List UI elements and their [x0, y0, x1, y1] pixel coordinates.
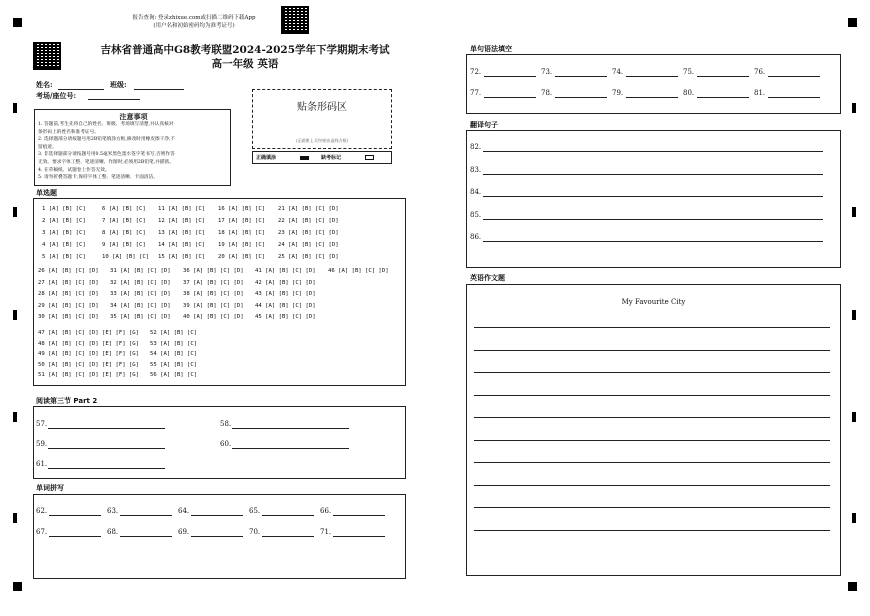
- mcq-option-row[interactable]: 13 [A] [B] [C]: [158, 230, 206, 236]
- writing-line[interactable]: [474, 440, 830, 441]
- mcq-option-row[interactable]: 46 [A] [B] [C] [D]: [328, 268, 389, 274]
- class-field[interactable]: [134, 89, 184, 90]
- mcq-option-row[interactable]: 2 [A] [B] [C]: [42, 218, 86, 224]
- answer-label: 57.: [36, 420, 48, 428]
- corner-mark: [13, 18, 22, 27]
- writing-line[interactable]: [474, 485, 830, 486]
- mcq-option-row[interactable]: 52 [A] [B] [C]: [150, 330, 198, 336]
- answer-label: 69.: [178, 528, 190, 536]
- mcq-option-row[interactable]: 53 [A] [B] [C]: [150, 340, 198, 347]
- answer-label: 61.: [36, 460, 48, 468]
- answer-line[interactable]: [697, 76, 749, 77]
- answer-label: 63.: [107, 507, 119, 515]
- mcq-option-row[interactable]: 17 [A] [B] [C]: [218, 218, 266, 224]
- mcq-option-row[interactable]: 35 [A] [B] [C] [D]: [110, 314, 171, 320]
- answer-label: 72.: [470, 68, 482, 76]
- timing-mark: [13, 513, 17, 523]
- timing-mark: [13, 310, 17, 320]
- answer-line[interactable]: [191, 515, 243, 516]
- answer-line[interactable]: [262, 515, 314, 516]
- mcq-option-row[interactable]: 11 [A] [B] [C]: [158, 206, 206, 212]
- answer-label: 58.: [220, 420, 232, 428]
- answer-label: 70.: [249, 528, 261, 536]
- timing-mark: [852, 310, 856, 320]
- mcq-option-row[interactable]: 10 [A] [B] [C]: [102, 254, 150, 260]
- writing-topic: My Favourite City: [621, 298, 686, 306]
- exam-title: 吉林省普通高中G8教考联盟2024-2025学年下学期期末考试: [100, 44, 390, 56]
- answer-label: 64.: [178, 507, 190, 515]
- answer-label: 59.: [36, 440, 48, 448]
- mcq-option-row[interactable]: 20 [A] [B] [C]: [218, 254, 266, 260]
- mcq-option-row[interactable]: 7 [A] [B] [C]: [102, 218, 146, 224]
- mcq-option-row[interactable]: 27 [A] [B] [C] [D]: [38, 279, 99, 286]
- answer-label: 85.: [470, 210, 482, 219]
- answer-label: 68.: [107, 528, 119, 536]
- mcq-option-row[interactable]: 44 [A] [B] [C] [D]: [255, 302, 316, 309]
- absent-mark-box[interactable]: [365, 155, 374, 160]
- answer-line[interactable]: [483, 151, 823, 152]
- mcq-option-row[interactable]: 43 [A] [B] [C] [D]: [255, 291, 316, 297]
- mcq-option-row[interactable]: 19 [A] [B] [C]: [218, 242, 266, 248]
- answer-line[interactable]: [333, 515, 385, 516]
- writing-line[interactable]: [474, 395, 830, 396]
- mcq-option-row[interactable]: 41 [A] [B] [C] [D]: [255, 268, 316, 274]
- answer-label: 65.: [249, 507, 261, 515]
- mcq-option-row[interactable]: 5 [A] [B] [C]: [42, 254, 86, 260]
- barcode-area: 贴条形码区 (正面朝上,切勿贴出虚线方框): [252, 89, 392, 149]
- answer-line[interactable]: [626, 76, 678, 77]
- answer-line[interactable]: [483, 219, 823, 220]
- mcq-option-row[interactable]: 16 [A] [B] [C]: [218, 206, 266, 212]
- notice-list: 1. 答题前,考生先将自己的姓名、班级、考场填写清楚,并认真核对 条形码上的姓名和准考证号。 2. 选择题部分请按题号用2B铅笔填涂方框,修改时用橡皮擦干净,不 留痕迹。 3. 非选择题部分请按题号用0.5毫米黑色墨水签字笔书写,否则作答 无效。要求字体工整、笔迹清晰。作图时,必须用2B铅笔,并描浓。 4. 在草稿纸、试题卷上作答无效。 5. 请勿折叠答题卡,保持字体工整、笔迹清晰、卡面清洁。: [38, 122, 176, 181]
- answer-label: 86.: [470, 233, 482, 241]
- mcq-option-row[interactable]: 48 [A] [B] [C] [D] [E] [F] [G]: [38, 340, 140, 347]
- answer-line[interactable]: [232, 448, 349, 449]
- writing-line[interactable]: [474, 507, 830, 508]
- timing-mark: [852, 412, 856, 422]
- timing-mark: [852, 103, 856, 113]
- answer-line[interactable]: [484, 97, 536, 98]
- mcq-option-row[interactable]: 4 [A] [B] [C]: [42, 242, 86, 248]
- mcq-option-row[interactable]: 23 [A] [B] [C] [D]: [278, 230, 339, 236]
- mcq-option-row[interactable]: 26 [A] [B] [C] [D]: [38, 268, 99, 274]
- answer-label: 66.: [320, 507, 332, 515]
- answer-label: 77.: [470, 89, 482, 97]
- answer-line[interactable]: [48, 428, 165, 429]
- room-seat-label: 考场/座位号:: [36, 91, 77, 100]
- mcq-section-title: 单选题: [36, 189, 57, 197]
- answer-line[interactable]: [555, 76, 607, 77]
- grammar-section-title: 单句语法填空: [470, 45, 512, 53]
- corner-mark: [848, 18, 857, 27]
- answer-line[interactable]: [232, 428, 349, 429]
- writing-line[interactable]: [474, 462, 830, 463]
- mcq-option-row[interactable]: 15 [A] [B] [C]: [158, 254, 206, 260]
- answer-line[interactable]: [262, 536, 314, 537]
- grammar-box: [466, 54, 841, 114]
- exam-subtitle: 高一年级 英语: [211, 58, 279, 70]
- answer-line[interactable]: [120, 536, 172, 537]
- mcq-option-row[interactable]: 3 [A] [B] [C]: [42, 230, 86, 236]
- answer-line[interactable]: [191, 536, 243, 537]
- mcq-option-row[interactable]: 1 [A] [B] [C]: [42, 206, 86, 212]
- student-qr-code: [33, 42, 61, 70]
- mcq-option-row[interactable]: 24 [A] [B] [C] [D]: [278, 242, 339, 248]
- translation-section-title: 翻译句子: [470, 121, 498, 129]
- answer-label: 62.: [36, 507, 48, 515]
- answer-label: 76.: [754, 68, 766, 76]
- mcq-option-row[interactable]: 40 [A] [B] [C] [D]: [183, 314, 244, 320]
- room-seat-field[interactable]: [88, 99, 140, 100]
- reading-section-title: 阅读第三节 Part 2: [36, 397, 98, 405]
- answer-line[interactable]: [483, 241, 823, 242]
- writing-section-title: 英语作文题: [470, 274, 505, 282]
- mcq-option-row[interactable]: 32 [A] [B] [C] [D]: [110, 279, 171, 286]
- answer-label: 80.: [683, 89, 695, 97]
- writing-line[interactable]: [474, 350, 830, 351]
- name-field[interactable]: [58, 89, 104, 90]
- timing-mark: [852, 513, 856, 523]
- answer-label: 82.: [470, 143, 482, 151]
- mcq-option-row[interactable]: 14 [A] [B] [C]: [158, 242, 206, 248]
- mcq-option-row[interactable]: 8 [A] [B] [C]: [102, 230, 146, 236]
- answer-label: 75.: [683, 68, 695, 76]
- answer-line[interactable]: [483, 174, 823, 175]
- answer-label: 71.: [320, 528, 332, 536]
- mcq-option-row[interactable]: 49 [A] [B] [C] [D] [E] [F] [G]: [38, 351, 140, 357]
- mcq-option-row[interactable]: 55 [A] [B] [C]: [150, 361, 198, 368]
- mcq-option-row[interactable]: 56 [A] [B] [C]: [150, 372, 198, 378]
- mcq-option-row[interactable]: 38 [A] [B] [C] [D]: [183, 291, 244, 297]
- mcq-option-row[interactable]: 31 [A] [B] [C] [D]: [110, 268, 171, 274]
- answer-label: 79.: [612, 89, 624, 97]
- mcq-option-row[interactable]: 50 [A] [B] [C] [D] [E] [F] [G]: [38, 361, 140, 368]
- answer-line[interactable]: [333, 536, 385, 537]
- mcq-option-row[interactable]: 51 [A] [B] [C] [D] [E] [F] [G]: [38, 372, 140, 378]
- mcq-option-row[interactable]: 28 [A] [B] [C] [D]: [38, 291, 99, 297]
- mcq-option-row[interactable]: 54 [A] [B] [C]: [150, 351, 198, 357]
- answer-line[interactable]: [120, 515, 172, 516]
- answer-line[interactable]: [484, 76, 536, 77]
- notice-box: 注意事项 1. 答题前,考生先将自己的姓名、班级、考场填写清楚,并认真核对 条形码上的姓名和准考证号。 2. 选择题部分请按题号用2B铅笔填涂方框,修改时用橡皮擦干净,不 留痕迹。 3. 非选择题部分请按题号用0.5毫米黑色墨水签字笔书写,否则作答 无效。要求字体工整、笔迹清晰。作图时,必须用2B铅笔,并描浓。 4. 在草稿纸、试题卷上作答无效。 5. 请勿折叠答题卡,保持字体工整、笔迹清晰、卡面清洁。: [34, 109, 231, 186]
- mcq-option-row[interactable]: 45 [A] [B] [C] [D]: [255, 314, 316, 320]
- answer-label: 81.: [754, 89, 766, 97]
- answer-line[interactable]: [697, 97, 749, 98]
- writing-line[interactable]: [474, 417, 830, 418]
- answer-line[interactable]: [768, 97, 820, 98]
- answer-line[interactable]: [48, 448, 165, 449]
- mcq-option-row[interactable]: 47 [A] [B] [C] [D] [E] [F] [G]: [38, 330, 140, 336]
- answer-line[interactable]: [49, 515, 101, 516]
- corner-mark: [13, 582, 22, 591]
- answer-line[interactable]: [49, 536, 101, 537]
- mcq-option-row[interactable]: 37 [A] [B] [C] [D]: [183, 279, 244, 286]
- answer-label: 84.: [470, 188, 482, 196]
- answer-label: 73.: [541, 68, 553, 76]
- mcq-option-row[interactable]: 36 [A] [B] [C] [D]: [183, 268, 244, 274]
- writing-line[interactable]: [474, 372, 830, 373]
- mcq-option-row[interactable]: 42 [A] [B] [C] [D]: [255, 279, 316, 286]
- mcq-option-row[interactable]: 6 [A] [B] [C]: [102, 206, 146, 212]
- answer-line[interactable]: [555, 97, 607, 98]
- spelling-section-title: 单词拼写: [36, 484, 64, 492]
- mcq-option-row[interactable]: 29 [A] [B] [C] [D]: [38, 302, 99, 309]
- timing-mark: [13, 207, 17, 217]
- mcq-option-row[interactable]: 39 [A] [B] [C] [D]: [183, 302, 244, 309]
- timing-mark: [852, 207, 856, 217]
- mcq-option-row[interactable]: 12 [A] [B] [C]: [158, 218, 206, 224]
- corner-mark: [848, 582, 857, 591]
- writing-line[interactable]: [474, 327, 830, 328]
- mcq-option-row[interactable]: 34 [A] [B] [C] [D]: [110, 302, 171, 309]
- answer-line[interactable]: [483, 196, 823, 197]
- name-label: 姓名:: [36, 80, 53, 89]
- answer-line[interactable]: [48, 468, 165, 469]
- mcq-option-row[interactable]: 9 [A] [B] [C]: [102, 242, 146, 248]
- class-label: 班级:: [110, 80, 127, 89]
- answer-label: 67.: [36, 528, 48, 536]
- answer-label: 74.: [612, 68, 624, 76]
- mcq-option-row[interactable]: 22 [A] [B] [C] [D]: [278, 218, 339, 224]
- answer-line[interactable]: [768, 76, 820, 77]
- app-qr-code: [281, 6, 309, 34]
- answer-label: 60.: [220, 440, 232, 448]
- answer-label: 78.: [541, 89, 553, 97]
- report-notice: 报告查询: 登录zhixue.com或扫描二维码下载App (用户名和初始密码均为准考证号): [132, 15, 256, 29]
- timing-mark: [13, 103, 17, 113]
- mcq-option-row[interactable]: 21 [A] [B] [C] [D]: [278, 206, 339, 212]
- answer-line[interactable]: [626, 97, 678, 98]
- timing-mark: [13, 412, 17, 422]
- mcq-option-row[interactable]: 30 [A] [B] [C] [D]: [38, 314, 99, 320]
- mcq-option-row[interactable]: 33 [A] [B] [C] [D]: [110, 291, 171, 297]
- answer-label: 83.: [470, 165, 482, 174]
- fill-legend: 正确填涂 缺考标记: [252, 151, 392, 164]
- mcq-option-row[interactable]: 18 [A] [B] [C]: [218, 230, 266, 236]
- mcq-option-row[interactable]: 25 [A] [B] [C] [D]: [278, 254, 339, 260]
- writing-line[interactable]: [474, 530, 830, 531]
- filled-sample-icon: [300, 156, 309, 160]
